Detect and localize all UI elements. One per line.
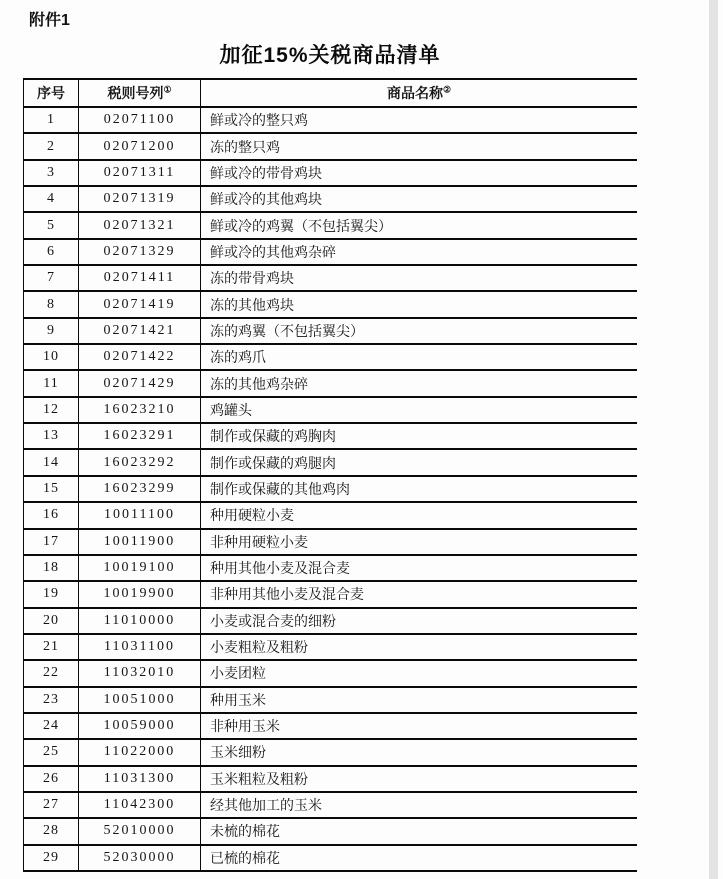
row-index-cell: 14: [24, 449, 79, 475]
table-body: [24, 107, 638, 871]
row-index-cell: 27: [24, 792, 79, 818]
tariff-code-cell: 11022000: [79, 739, 201, 765]
product-name-cell: 制作或保藏的其他鸡肉: [201, 476, 638, 502]
tariff-table: [23, 78, 637, 872]
tariff-code-cell: 02071311: [79, 160, 201, 186]
row-index-cell: 22: [24, 660, 79, 686]
tariff-code-cell: 11031100: [79, 634, 201, 660]
tariff-code-cell: 11042300: [79, 792, 201, 818]
tariff-code-cell: 16023292: [79, 449, 201, 475]
table-row: [24, 713, 638, 739]
row-index-cell: 12: [24, 397, 79, 423]
product-name-cell: 鲜或冷的带骨鸡块: [201, 160, 638, 186]
table-row: [24, 318, 638, 344]
product-name-cell: 小麦团粒: [201, 660, 638, 686]
product-name-cell: 冻的鸡爪: [201, 344, 638, 370]
row-index-cell: 23: [24, 687, 79, 713]
table-row: [24, 265, 638, 291]
product-name-cell: 玉米粗粒及粗粉: [201, 766, 638, 792]
product-name-cell: 冻的其他鸡块: [201, 291, 638, 317]
product-name-cell: 种用其他小麦及混合麦: [201, 555, 638, 581]
table-row: [24, 687, 638, 713]
table-row: [24, 660, 638, 686]
table-row: [24, 397, 638, 423]
product-name-cell: 种用玉米: [201, 687, 638, 713]
column-header-name: [201, 79, 638, 107]
row-index-cell: 9: [24, 318, 79, 344]
product-name-cell: 鲜或冷的整只鸡: [201, 107, 638, 133]
column-header-label: 序号: [37, 87, 65, 102]
table-row: [24, 476, 638, 502]
tariff-code-cell: 02071319: [79, 186, 201, 212]
row-index-cell: 19: [24, 581, 79, 607]
tariff-code-cell: 10019100: [79, 555, 201, 581]
table-row: [24, 529, 638, 555]
product-name-cell: 冻的其他鸡杂碎: [201, 370, 638, 396]
tariff-code-cell: 02071329: [79, 239, 201, 265]
tariff-code-cell: 02071100: [79, 107, 201, 133]
column-header-code: [79, 79, 201, 107]
product-name-cell: 已梳的棉花: [201, 845, 638, 871]
row-index-cell: 17: [24, 529, 79, 555]
row-index-cell: 7: [24, 265, 79, 291]
row-index-cell: 25: [24, 739, 79, 765]
table-row: [24, 634, 638, 660]
table-row: [24, 423, 638, 449]
table-row: [24, 291, 638, 317]
product-name-cell: 小麦粗粒及粗粉: [201, 634, 638, 660]
tariff-code-cell: 10051000: [79, 687, 201, 713]
table-row: [24, 344, 638, 370]
scan-edge-artifact: [709, 0, 718, 879]
row-index-cell: 15: [24, 476, 79, 502]
product-name-cell: 经其他加工的玉米: [201, 792, 638, 818]
footnote-marker: ②: [442, 84, 452, 95]
table-row: [24, 792, 638, 818]
table-row: [24, 239, 638, 265]
row-index-cell: 11: [24, 370, 79, 396]
product-name-cell: 冻的鸡翼（不包括翼尖）: [201, 318, 638, 344]
row-index-cell: 10: [24, 344, 79, 370]
table-header: [24, 79, 638, 107]
tariff-code-cell: 16023291: [79, 423, 201, 449]
table-row: [24, 608, 638, 634]
tariff-code-cell: 52010000: [79, 818, 201, 844]
product-name-cell: 鸡罐头: [201, 397, 638, 423]
tariff-code-cell: 02071421: [79, 318, 201, 344]
product-name-cell: 鲜或冷的其他鸡杂碎: [201, 239, 638, 265]
row-index-cell: 3: [24, 160, 79, 186]
tariff-code-cell: 02071429: [79, 370, 201, 396]
tariff-code-cell: 02071419: [79, 291, 201, 317]
tariff-code-cell: 52030000: [79, 845, 201, 871]
table-row: [24, 370, 638, 396]
row-index-cell: 6: [24, 239, 79, 265]
row-index-cell: 20: [24, 608, 79, 634]
table-header-row: [24, 79, 638, 107]
row-index-cell: 1: [24, 107, 79, 133]
row-index-cell: 5: [24, 212, 79, 238]
table-row: [24, 186, 638, 212]
row-index-cell: 16: [24, 502, 79, 528]
row-index-cell: 28: [24, 818, 79, 844]
table-row: [24, 502, 638, 528]
table-row: [24, 212, 638, 238]
tariff-code-cell: 10011900: [79, 529, 201, 555]
table-row: [24, 449, 638, 475]
tariff-code-cell: 10011100: [79, 502, 201, 528]
product-name-cell: 小麦或混合麦的细粉: [201, 608, 638, 634]
table-row: [24, 107, 638, 133]
column-header-label: 税则号列: [107, 87, 164, 102]
tariff-code-cell: 02071411: [79, 265, 201, 291]
tariff-code-cell: 11031300: [79, 766, 201, 792]
row-index-cell: 13: [24, 423, 79, 449]
page-title: 加征15%关税商品清单: [219, 44, 441, 67]
table-row: [24, 818, 638, 844]
tariff-code-cell: 10059000: [79, 713, 201, 739]
table-row: [24, 581, 638, 607]
row-index-cell: 26: [24, 766, 79, 792]
table-row: [24, 160, 638, 186]
product-name-cell: 鲜或冷的其他鸡块: [201, 186, 638, 212]
tariff-code-cell: 16023210: [79, 397, 201, 423]
product-name-cell: 冻的整只鸡: [201, 133, 638, 159]
product-name-cell: 鲜或冷的鸡翼（不包括翼尖）: [201, 212, 638, 238]
product-name-cell: 种用硬粒小麦: [201, 502, 638, 528]
row-index-cell: 24: [24, 713, 79, 739]
tariff-code-cell: 02071200: [79, 133, 201, 159]
row-index-cell: 29: [24, 845, 79, 871]
row-index-cell: 2: [24, 133, 79, 159]
tariff-code-cell: 02071321: [79, 212, 201, 238]
table-row: [24, 739, 638, 765]
row-index-cell: 4: [24, 186, 79, 212]
tariff-code-cell: 02071422: [79, 344, 201, 370]
table-row: [24, 845, 638, 871]
table-row: [24, 133, 638, 159]
row-index-cell: 18: [24, 555, 79, 581]
tariff-code-cell: 11032010: [79, 660, 201, 686]
product-name-cell: 非种用硬粒小麦: [201, 529, 638, 555]
tariff-code-cell: 11010000: [79, 608, 201, 634]
footnote-marker: ①: [163, 84, 172, 95]
table-row: [24, 766, 638, 792]
product-name-cell: 未梳的棉花: [201, 818, 638, 844]
row-index-cell: 8: [24, 291, 79, 317]
product-name-cell: 非种用其他小麦及混合麦: [201, 581, 638, 607]
column-header-index: [24, 79, 79, 107]
column-header-label: 商品名称: [386, 87, 443, 102]
product-name-cell: 制作或保藏的鸡胸肉: [201, 423, 638, 449]
product-name-cell: 制作或保藏的鸡腿肉: [201, 449, 638, 475]
product-name-cell: 玉米细粉: [201, 739, 638, 765]
tariff-code-cell: 16023299: [79, 476, 201, 502]
product-name-cell: 冻的带骨鸡块: [201, 265, 638, 291]
product-name-cell: 非种用玉米: [201, 713, 638, 739]
table-row: [24, 555, 638, 581]
tariff-code-cell: 10019900: [79, 581, 201, 607]
row-index-cell: 21: [24, 634, 79, 660]
attachment-label: 附件1: [29, 12, 70, 29]
